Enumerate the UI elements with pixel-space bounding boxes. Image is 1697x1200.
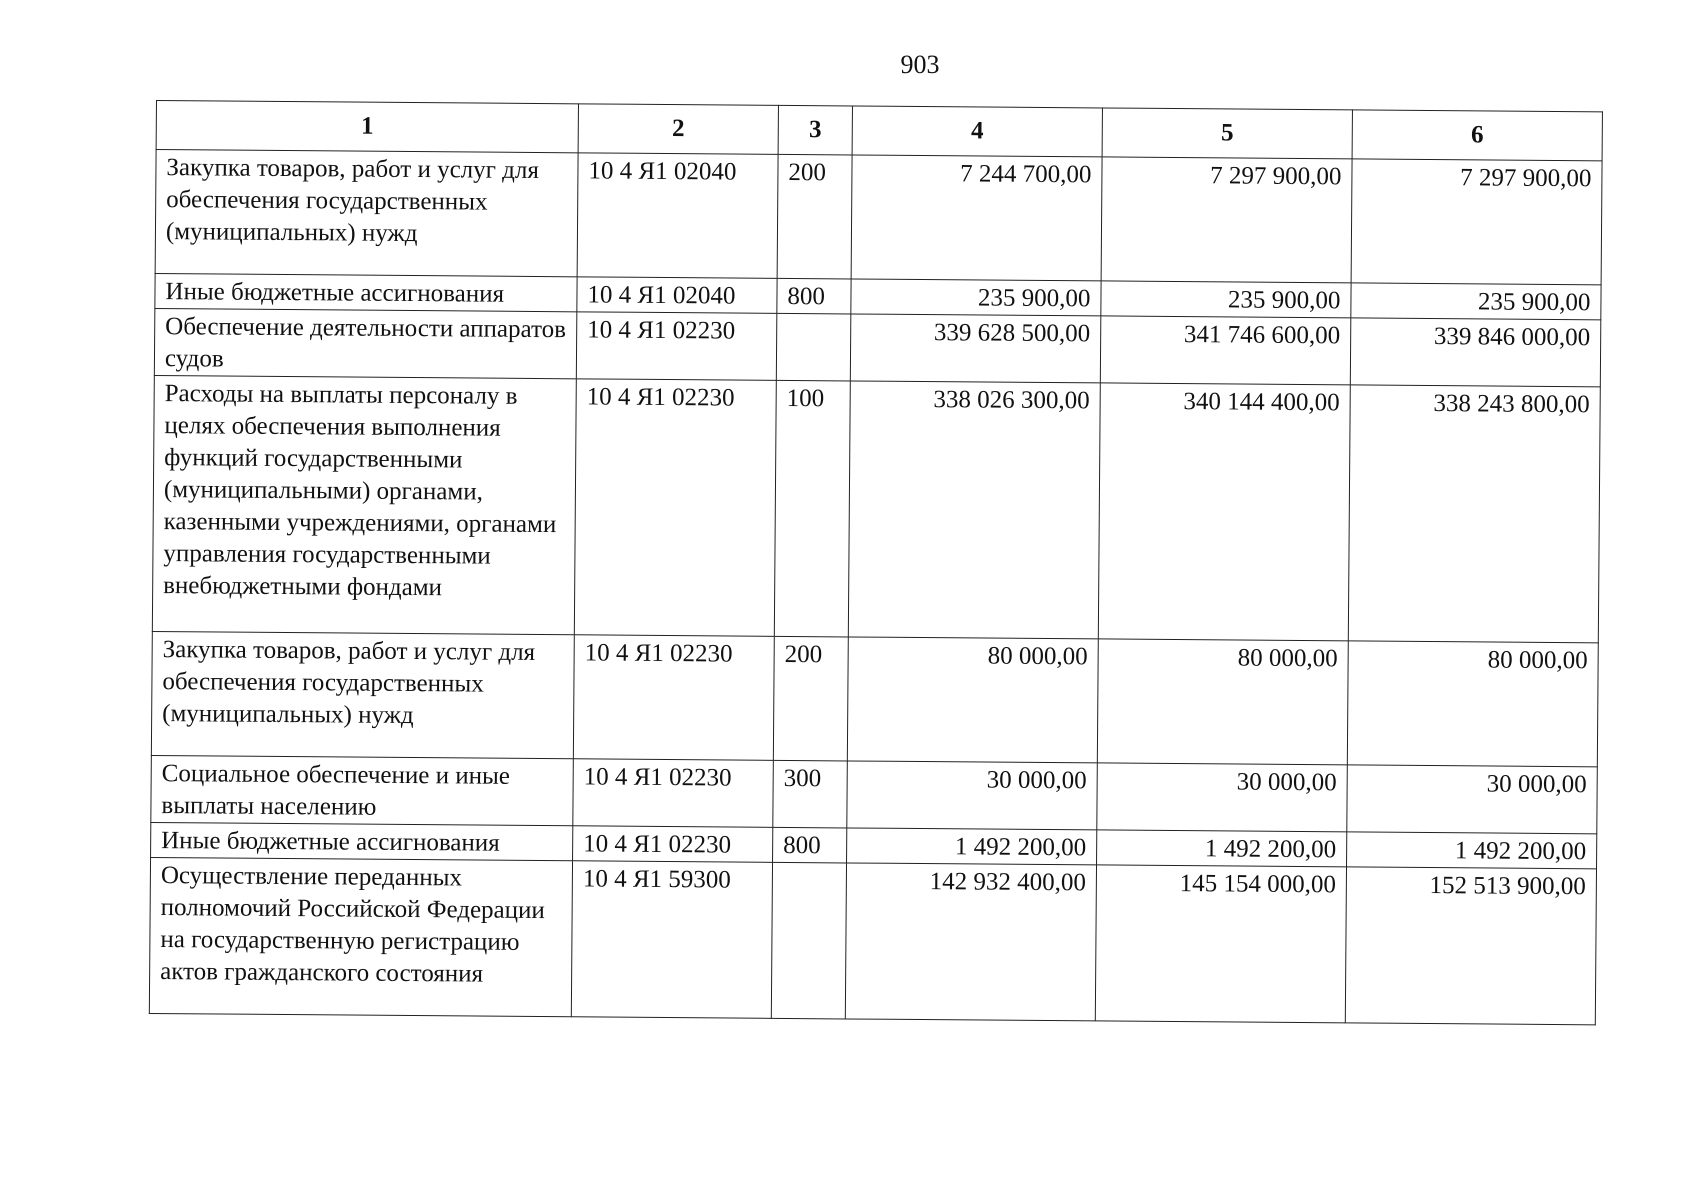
- table-row: [151, 631, 1598, 766]
- row-expense-type: 800: [777, 278, 851, 314]
- column-header-2: 2: [578, 104, 778, 155]
- table-row: [154, 308, 1600, 386]
- row-value-6: 152 513 900,00: [1345, 867, 1596, 1025]
- row-value-4: 80 000,00: [847, 637, 1098, 763]
- row-value-6: 338 243 800,00: [1348, 385, 1600, 643]
- row-value-4: 1 492 200,00: [847, 828, 1097, 865]
- row-value-5: 235 900,00: [1101, 281, 1351, 318]
- row-expense-type: 800: [773, 827, 847, 863]
- row-value-6: 30 000,00: [1347, 765, 1598, 834]
- row-value-4: 7 244 700,00: [851, 155, 1102, 281]
- row-value-5: 340 144 400,00: [1098, 383, 1350, 641]
- row-value-5: 145 154 000,00: [1095, 865, 1346, 1023]
- row-value-5: 341 746 600,00: [1100, 316, 1351, 385]
- row-expense-type: 200: [777, 154, 852, 279]
- row-value-6: 339 846 000,00: [1350, 318, 1601, 387]
- row-value-5: 30 000,00: [1097, 763, 1348, 832]
- row-code: 10 4 Я1 02040: [577, 153, 778, 279]
- row-expense-type: [776, 313, 851, 381]
- column-header-5: 5: [1102, 108, 1352, 159]
- column-header-6: 6: [1352, 110, 1602, 161]
- row-code: 10 4 Я1 02040: [577, 277, 777, 314]
- page-number: 903: [900, 50, 940, 79]
- row-expense-type: 100: [774, 380, 850, 637]
- table-row: [151, 755, 1597, 833]
- budget-table: [149, 100, 1603, 1025]
- row-name: Иные бюджетные ассигнования: [155, 273, 577, 311]
- row-code: 10 4 Я1 02230: [573, 759, 774, 828]
- row-value-5: 1 492 200,00: [1097, 830, 1347, 867]
- row-value-4: 235 900,00: [851, 279, 1101, 316]
- row-value-5: 7 297 900,00: [1101, 157, 1352, 283]
- row-name: Иные бюджетные ассигнования: [151, 822, 573, 860]
- table-row: [155, 150, 1602, 285]
- row-name: Закупка товаров, работ и услуг для обеспечения государственных (муниципальных) нужд: [155, 150, 578, 277]
- row-value-6: 80 000,00: [1347, 641, 1598, 767]
- row-expense-type: [771, 862, 846, 1019]
- column-header-4: 4: [852, 106, 1102, 157]
- row-value-4: 30 000,00: [847, 761, 1098, 830]
- row-code: 10 4 Я1 02230: [574, 379, 776, 637]
- row-code: 10 4 Я1 59300: [571, 861, 772, 1019]
- table-row: [152, 375, 1600, 642]
- table-row: [149, 857, 1596, 1024]
- row-code: 10 4 Я1 02230: [573, 635, 774, 761]
- row-name: Социальное обеспечение и иные выплаты населению: [151, 755, 574, 825]
- row-name: Закупка товаров, работ и услуг для обеспечения государственных (муниципальных) нужд: [151, 631, 574, 758]
- row-name: Расходы на выплаты персоналу в целях обеспечения выполнения функций государственными (муниципальными) органами, казенными учреждениями, органами управления государственными внебюджетными фондами: [152, 375, 576, 634]
- row-code: 10 4 Я1 02230: [573, 826, 773, 863]
- row-code: 10 4 Я1 02230: [576, 312, 777, 381]
- row-value-6: 235 900,00: [1351, 283, 1601, 320]
- row-value-4: 339 628 500,00: [850, 314, 1101, 383]
- row-value-6: 7 297 900,00: [1351, 159, 1602, 285]
- row-name: Обеспечение деятельности аппаратов судов: [154, 308, 577, 378]
- column-header-1: 1: [156, 101, 578, 153]
- row-name: Осуществление переданных полномочий Российской Федерации на государственную регистрацию актов гражданского состояния: [149, 857, 572, 1016]
- row-value-5: 80 000,00: [1097, 639, 1348, 765]
- column-header-3: 3: [778, 105, 852, 155]
- row-expense-type: 300: [773, 760, 848, 828]
- row-expense-type: 200: [773, 636, 848, 761]
- row-value-4: 338 026 300,00: [848, 381, 1100, 639]
- row-value-4: 142 932 400,00: [845, 863, 1096, 1021]
- row-value-6: 1 492 200,00: [1347, 832, 1597, 869]
